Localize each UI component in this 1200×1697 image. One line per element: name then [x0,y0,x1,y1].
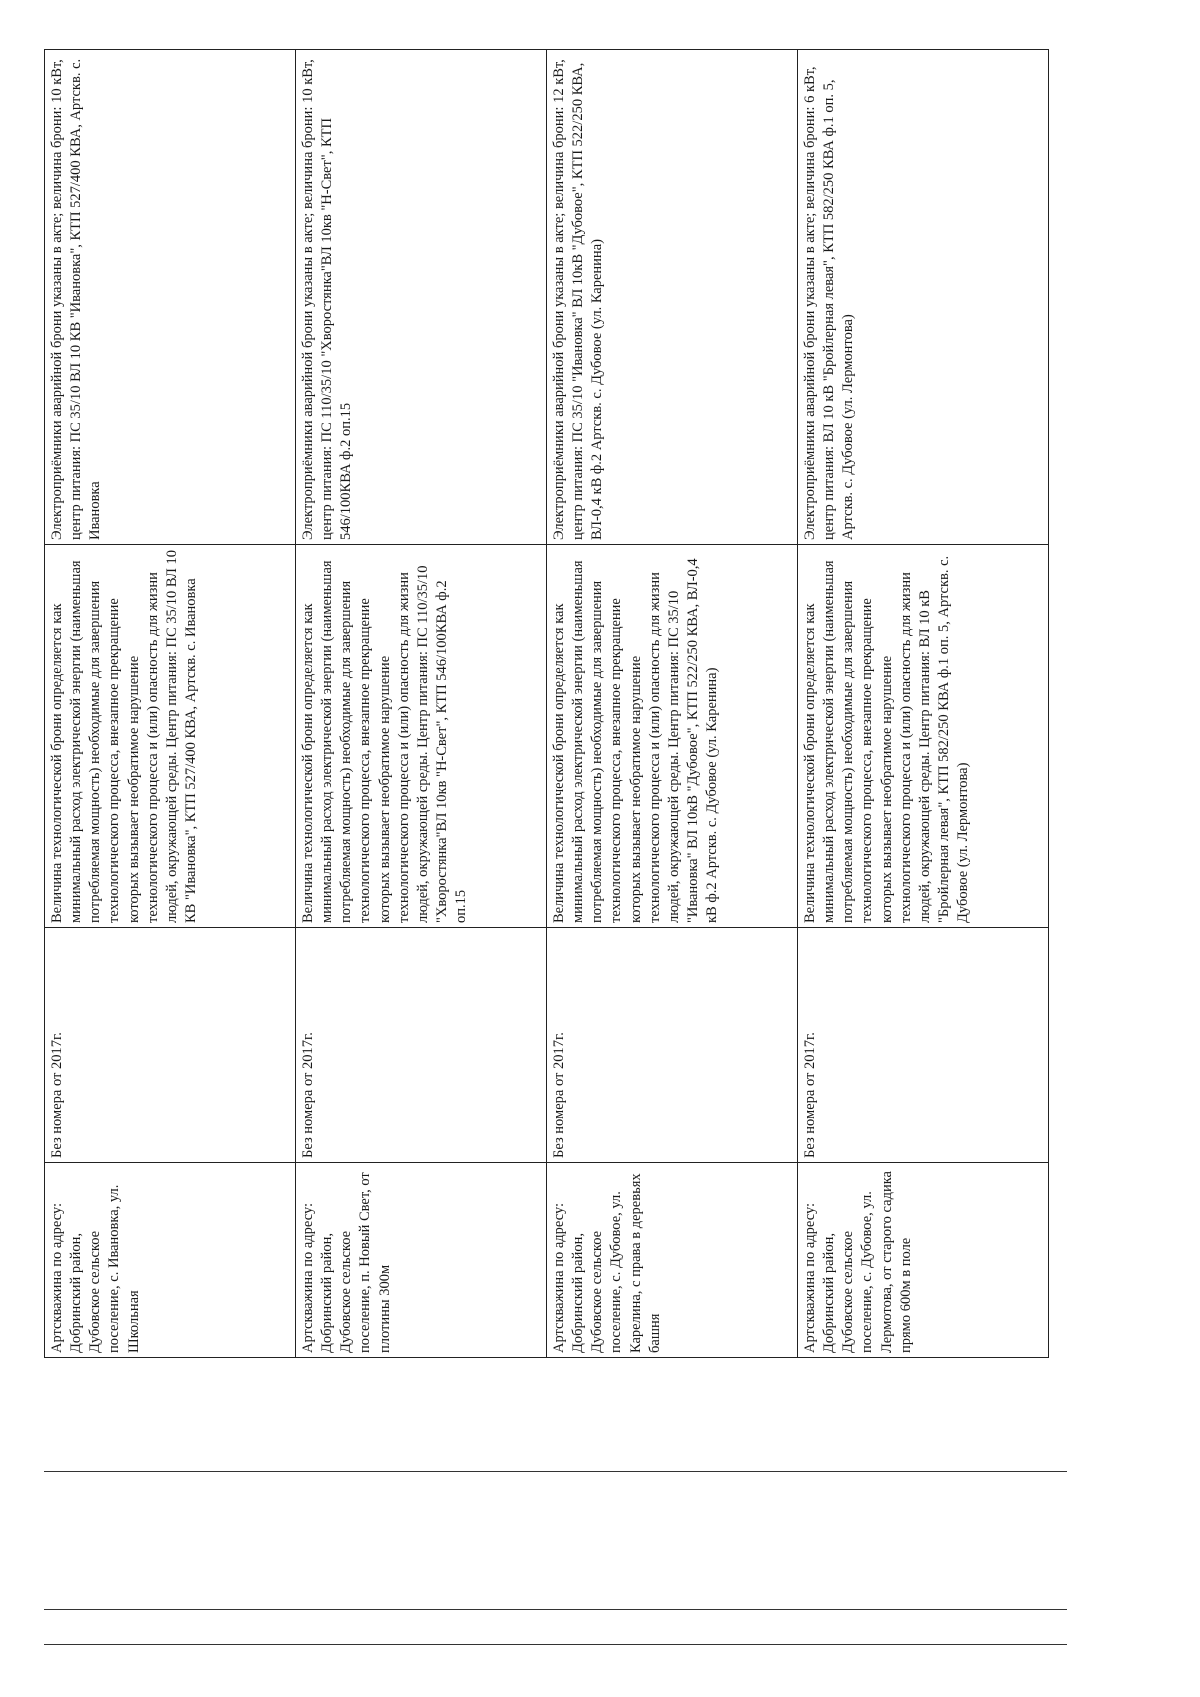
divider-line [44,1644,1067,1645]
location-cell: Артскважина по адресу: Добринский район, Дубовское сельское поселение, п. Новый Свет, от плотины 300м [296,1163,547,1358]
tech-reserve-cell: Величина технологической брони определяется как минимальный расход электрической энергии (наименьшая потребляемая мощность) необходимые для завершения технологического процесса, внезапное прекращение которых вызывает необратимое нарушение технологического процесса и (или) опасность для жизни людей, окружающей среды. Центр питания: ПС 35/10 ВЛ 10 КВ "Ивановка", КТП 527/400 КВА, Артскв. с. Ивановка [45,545,296,928]
table-row [798,50,1049,1358]
document-cell: Без номера от 2017г. [547,928,798,1163]
reserve-table [44,49,1049,1358]
location-cell: Артскважина по адресу: Добринский район, Дубовское сельское поселение, с. Дубовое, ул. Лермотова, от старого садика прямо 600м в поле [798,1163,1049,1358]
table-row [45,50,296,1358]
emergency-reserve-cell: Электроприёмники аварийной брони указаны в акте; величина брони: 6 кВт, центр питания: ВЛ 10 кВ "Бройлерная левая", КТП 582/250 КВА ф.1 оп. 5, Артскв. с. Дубовое (ул. Лермонтова) [798,50,1049,545]
emergency-reserve-cell: Электроприёмники аварийной брони указаны в акте; величина брони: 12 кВт, центр питания: ПС 35/10 "Ивановка" ВЛ 10кВ "Дубовое", КТП 522/250 КВА, ВЛ-0,4 кВ ф.2 Артскв. с. Дубовое (ул. Каренина) [547,50,798,545]
location-cell: Артскважина по адресу: Добринский район, Дубовское сельское поселение, с. Дубовое, ул. Карелина, с права в деревьях башня [547,1163,798,1358]
tech-reserve-cell: Величина технологической брони определяется как минимальный расход электрической энергии (наименьшая потребляемая мощность) необходимые для завершения технологического процесса, внезапное прекращение которых вызывает необратимое нарушение технологического процесса и (или) опасность для жизни людей, окружающей среды. Центр питания: ВЛ 10 кВ "Бройлерная левая", КТП 582/250 КВА ф.1 оп. 5, Артскв. с. Дубовое (ул. Лермонтова) [798,545,1049,928]
rotated-table-container [44,50,1053,1358]
document-cell: Без номера от 2017г. [45,928,296,1163]
table-row [296,50,547,1358]
emergency-reserve-cell: Электроприёмники аварийной брони указаны в акте; величина брони: 10 кВт, центр питания: ПС 35/10 ВЛ 10 КВ "Ивановка", КТП 527/400 КВА, Артскв. с. Ивановка [45,50,296,545]
divider-line [44,1609,1067,1610]
tech-reserve-cell: Величина технологической брони определяется как минимальный расход электрической энергии (наименьшая потребляемая мощность) необходимые для завершения технологического процесса, внезапное прекращение которых вызывает необратимое нарушение технологического процесса и (или) опасность для жизни людей, окружающей среды. Центр питания: ПС 110/35/10 "Хворостянка"ВЛ 10кв "Н-Свет", КТП 546/100КВА ф.2 оп.15 [296,545,547,928]
table-row [547,50,798,1358]
tech-reserve-cell: Величина технологической брони определяется как минимальный расход электрической энергии (наименьшая потребляемая мощность) необходимые для завершения технологического процесса, внезапное прекращение которых вызывает необратимое нарушение технологического процесса и (или) опасность для жизни людей, окружающей среды. Центр питания: ПС 35/10 "Ивановка" ВЛ 10кВ "Дубовое", КТП 522/250 КВА, ВЛ-0,4 кВ ф.2 Артскв. с. Дубовое (ул. Каренина) [547,545,798,928]
emergency-reserve-cell: Электроприёмники аварийной брони указаны в акте; величина брони: 10 кВт, центр питания: ПС 110/35/10 "Хворостянка"ВЛ 10кв "Н-Свет", КТП 546/100КВА ф.2 оп.15 [296,50,547,545]
divider-line [44,1471,1067,1472]
document-cell: Без номера от 2017г. [798,928,1049,1163]
location-cell: Артскважина по адресу: Добринский район, Дубовское сельское поселение, с. Ивановка, ул. Школьная [45,1163,296,1358]
document-cell: Без номера от 2017г. [296,928,547,1163]
